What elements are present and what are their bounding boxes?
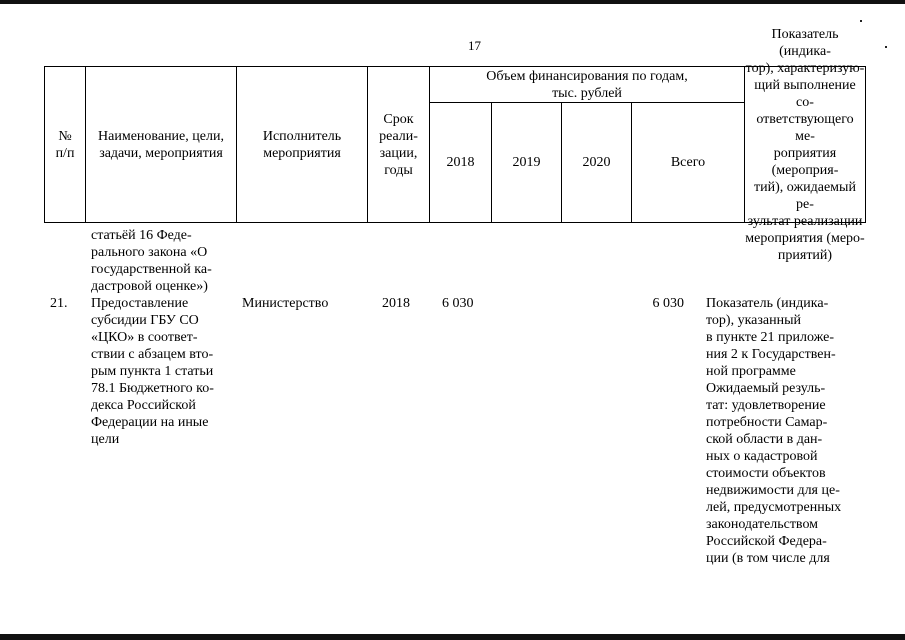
- page-number: 17: [468, 38, 481, 53]
- scan-speck: [885, 46, 887, 48]
- scan-speck: [860, 20, 862, 22]
- header-2020: 2020: [582, 155, 611, 170]
- row-2018: 6 030: [442, 296, 474, 311]
- header-funding-group: Объем финансирования по годам, тыс. рублей: [486, 68, 688, 101]
- row-indicator: Показатель (индика- тор), указанный в пункте 21 приложе- ния 2 к Государствен- ной программе Ожидаемый резуль- тат: удовлетворение потребности Самар- ской области в дан- ных о кадастровой стоимости объектов недвижимости для це- лей, предусмотренных законодательством Российской Федера- ции (в том числе для: [706, 296, 842, 566]
- header-name: Наименование, цели, задачи, мероприятия: [98, 128, 224, 161]
- header-indicator: Показатель (индика- тор), характеризую- щий выполнение со- ответствующего ме- роприятия (мероприя- тий), ожидаемый ре- зультат реализации мероприятия (меро- приятий): [745, 26, 865, 263]
- continuation-text: статьёй 16 Феде- рального закона «О государственной ка- дастровой оценке»): [91, 228, 212, 294]
- scan-edge-top: [0, 0, 905, 4]
- header-total: Всего: [670, 155, 706, 170]
- header-2019: 2019: [512, 155, 541, 170]
- row-term: 2018: [382, 296, 410, 311]
- header-num: № п/п: [55, 128, 75, 161]
- row-name: Предоставление субсидии ГБУ СО «ЦКО» в соответ- ствии с абзацем вто- рым пункта 1 статьи 78.1 Бюджетного ко- декса Российской Федерации на иные цели: [91, 296, 214, 447]
- scan-edge-bottom: [0, 634, 905, 640]
- row-executor: Министерство: [242, 296, 329, 311]
- header-term: Срок реали- зации, годы: [379, 111, 418, 178]
- row-num: 21.: [50, 296, 68, 311]
- row-total: 6 030: [652, 296, 684, 311]
- header-2018: 2018: [446, 155, 475, 170]
- header-executor: Исполнитель мероприятия: [262, 128, 342, 161]
